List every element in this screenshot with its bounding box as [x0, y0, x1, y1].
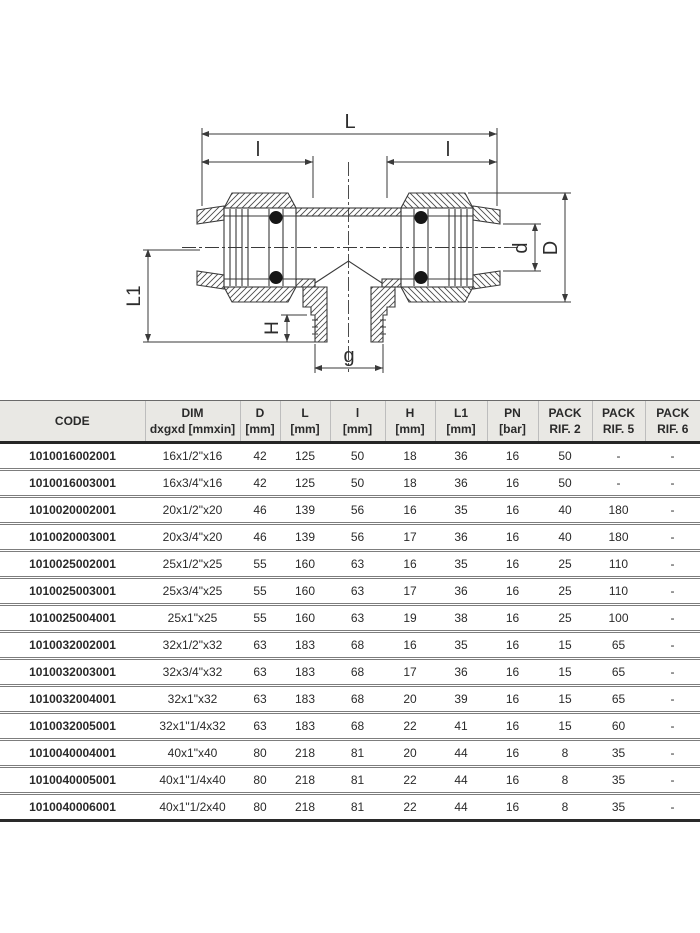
cell-code: 1010020003001	[0, 524, 145, 551]
label-D: D	[540, 240, 562, 256]
dimensions-table-area	[0, 400, 700, 822]
cell-l1: 36	[435, 659, 487, 686]
cell-code: 1010032003001	[0, 659, 145, 686]
cell-pack-rif2: 40	[538, 524, 592, 551]
dimension-lines	[143, 128, 571, 373]
cell-dim: 40x1"1/2x40	[145, 794, 240, 821]
cell-pack-rif6: -	[645, 713, 700, 740]
column-header-line2: [mm]	[342, 421, 373, 436]
cell-dim: 32x1/2"x32	[145, 632, 240, 659]
cell-h: 22	[385, 794, 435, 821]
cell-pack-rif2: 15	[538, 713, 592, 740]
label-l-right: l	[445, 139, 451, 161]
cell-pn: 16	[487, 767, 538, 794]
dimensions-table	[0, 400, 700, 822]
cell-pack-rif5: -	[592, 470, 645, 497]
o-ring	[270, 211, 283, 224]
cell-h: 16	[385, 632, 435, 659]
column-header-line1: D	[255, 406, 265, 420]
cell-dim: 20x3/4"x20	[145, 524, 240, 551]
column-header-line2: [bar]	[499, 421, 526, 436]
column-header-pack-rif2	[538, 401, 592, 443]
table-row	[0, 443, 700, 470]
cell-pack-rif5: 35	[592, 740, 645, 767]
cell-l-small: 63	[330, 605, 385, 632]
cell-dim: 32x3/4"x32	[145, 659, 240, 686]
cell-pack-rif6: -	[645, 767, 700, 794]
cell-h: 22	[385, 767, 435, 794]
cell-h: 18	[385, 443, 435, 470]
cell-pn: 16	[487, 713, 538, 740]
cell-pn: 16	[487, 524, 538, 551]
cell-dim: 40x1"x40	[145, 740, 240, 767]
cell-h: 16	[385, 551, 435, 578]
cell-pack-rif2: 25	[538, 578, 592, 605]
cell-l1: 35	[435, 632, 487, 659]
cell-code: 1010032005001	[0, 713, 145, 740]
cell-l: 218	[280, 740, 330, 767]
column-header-line1: PN	[504, 406, 521, 420]
cell-pack-rif6: -	[645, 551, 700, 578]
column-header-h	[385, 401, 435, 443]
cell-pack-rif6: -	[645, 794, 700, 821]
cell-l1: 39	[435, 686, 487, 713]
cell-code: 1010040004001	[0, 740, 145, 767]
column-header-l	[280, 401, 330, 443]
cell-pack-rif5: 35	[592, 794, 645, 821]
cell-pack-rif6: -	[645, 497, 700, 524]
cell-dim: 16x3/4"x16	[145, 470, 240, 497]
cell-pack-rif5: 180	[592, 497, 645, 524]
cell-code: 1010016003001	[0, 470, 145, 497]
column-header-line2: RIF. 6	[657, 421, 689, 436]
table-row	[0, 713, 700, 740]
table-row	[0, 524, 700, 551]
cell-d: 55	[240, 578, 280, 605]
cell-pack-rif2: 15	[538, 686, 592, 713]
column-header-line2: RIF. 5	[602, 421, 635, 436]
cell-dim: 32x1"x32	[145, 686, 240, 713]
column-header-line2: [mm]	[446, 421, 476, 436]
cell-l1: 44	[435, 767, 487, 794]
cell-l: 160	[280, 551, 330, 578]
table-row	[0, 497, 700, 524]
o-ring	[270, 271, 283, 284]
cell-h: 16	[385, 497, 435, 524]
cell-pack-rif2: 40	[538, 497, 592, 524]
cell-pn: 16	[487, 632, 538, 659]
column-header-line1: PACK	[656, 406, 690, 420]
cell-h: 20	[385, 740, 435, 767]
cell-l-small: 56	[330, 524, 385, 551]
tee-fitting-section-drawing	[0, 0, 700, 400]
cell-l: 139	[280, 497, 330, 524]
cell-pack-rif2: 8	[538, 767, 592, 794]
cell-l-small: 50	[330, 470, 385, 497]
label-g: g	[343, 345, 355, 367]
cell-l-small: 81	[330, 767, 385, 794]
cell-d: 46	[240, 524, 280, 551]
column-header-l-small	[330, 401, 385, 443]
column-header-line2: [mm]	[290, 421, 320, 436]
cell-pack-rif6: -	[645, 740, 700, 767]
cell-pn: 16	[487, 794, 538, 821]
cell-l1: 44	[435, 794, 487, 821]
cell-pack-rif2: 15	[538, 632, 592, 659]
cell-l-small: 81	[330, 740, 385, 767]
cell-code: 1010032002001	[0, 632, 145, 659]
cell-dim: 25x1/2"x25	[145, 551, 240, 578]
cell-d: 42	[240, 443, 280, 470]
column-header-dim	[145, 401, 240, 443]
cell-dim: 25x1"x25	[145, 605, 240, 632]
column-header-pack-rif6	[645, 401, 700, 443]
cell-code: 1010025004001	[0, 605, 145, 632]
cell-dim: 25x3/4"x25	[145, 578, 240, 605]
cell-pack-rif2: 15	[538, 659, 592, 686]
column-header-d	[240, 401, 280, 443]
cell-pn: 16	[487, 659, 538, 686]
column-header-l1	[435, 401, 487, 443]
cell-l-small: 63	[330, 551, 385, 578]
cell-l: 160	[280, 605, 330, 632]
cell-pack-rif2: 25	[538, 551, 592, 578]
cell-l: 125	[280, 443, 330, 470]
cell-h: 18	[385, 470, 435, 497]
column-header-line2: RIF. 2	[549, 421, 581, 436]
cell-pn: 16	[487, 578, 538, 605]
cell-dim: 16x1/2"x16	[145, 443, 240, 470]
cell-l-small: 68	[330, 659, 385, 686]
table-row	[0, 740, 700, 767]
cell-l: 139	[280, 524, 330, 551]
cell-l1: 38	[435, 605, 487, 632]
cell-pack-rif5: 60	[592, 713, 645, 740]
cell-code: 1010040006001	[0, 794, 145, 821]
table-row	[0, 794, 700, 821]
cell-pn: 16	[487, 605, 538, 632]
column-header-line2: [mm]	[245, 421, 275, 436]
cell-dim: 40x1"1/4x40	[145, 767, 240, 794]
cell-pack-rif6: -	[645, 659, 700, 686]
branch-outlet	[303, 261, 395, 342]
cell-code: 1010025003001	[0, 578, 145, 605]
cell-l1: 36	[435, 524, 487, 551]
cell-h: 22	[385, 713, 435, 740]
technical-drawing-area	[0, 0, 700, 400]
label-L1: L1	[124, 285, 145, 307]
cell-l: 125	[280, 470, 330, 497]
cell-l1: 36	[435, 578, 487, 605]
cell-h: 17	[385, 578, 435, 605]
cell-pn: 16	[487, 497, 538, 524]
cell-l-small: 68	[330, 713, 385, 740]
cell-h: 20	[385, 686, 435, 713]
cell-pack-rif6: -	[645, 443, 700, 470]
column-header-pn	[487, 401, 538, 443]
column-header-line1: PACK	[548, 406, 582, 420]
cell-l: 183	[280, 686, 330, 713]
cell-l: 218	[280, 794, 330, 821]
column-header-pack-rif5	[592, 401, 645, 443]
cell-pack-rif2: 8	[538, 794, 592, 821]
cell-l: 183	[280, 632, 330, 659]
cell-pack-rif5: 65	[592, 659, 645, 686]
cell-l1: 35	[435, 497, 487, 524]
cell-pack-rif6: -	[645, 632, 700, 659]
label-d: d	[510, 242, 532, 254]
table-row	[0, 686, 700, 713]
label-H: H	[262, 321, 283, 335]
cell-h: 17	[385, 524, 435, 551]
cell-d: 63	[240, 713, 280, 740]
column-header-line1: PACK	[601, 406, 636, 420]
cell-l1: 44	[435, 740, 487, 767]
table-header	[0, 401, 700, 443]
table-row	[0, 470, 700, 497]
table-row	[0, 632, 700, 659]
cell-pack-rif5: 110	[592, 578, 645, 605]
cell-l-small: 50	[330, 443, 385, 470]
cell-l-small: 68	[330, 686, 385, 713]
dimension-labels	[124, 111, 562, 367]
cell-pack-rif2: 50	[538, 443, 592, 470]
cell-dim: 20x1/2"x20	[145, 497, 240, 524]
cell-l-small: 68	[330, 632, 385, 659]
cell-d: 46	[240, 497, 280, 524]
table-row	[0, 551, 700, 578]
cell-pack-rif2: 8	[538, 740, 592, 767]
cell-pack-rif2: 25	[538, 605, 592, 632]
column-header-line1: L1	[453, 406, 468, 420]
cell-pack-rif6: -	[645, 686, 700, 713]
cell-pn: 16	[487, 443, 538, 470]
cell-pack-rif5: -	[592, 443, 645, 470]
table-row	[0, 659, 700, 686]
cell-l: 160	[280, 578, 330, 605]
cell-d: 63	[240, 686, 280, 713]
cell-code: 1010032004001	[0, 686, 145, 713]
cell-pack-rif5: 35	[592, 767, 645, 794]
table-row	[0, 578, 700, 605]
column-header-line1: DIM	[181, 406, 204, 420]
cell-pack-rif5: 100	[592, 605, 645, 632]
cell-d: 80	[240, 794, 280, 821]
o-ring	[415, 271, 428, 284]
cell-l1: 35	[435, 551, 487, 578]
column-header-line1: L	[301, 406, 309, 420]
column-header-line2: dxgxd [mmxin]	[149, 421, 236, 436]
cell-code: 1010025002001	[0, 551, 145, 578]
cell-d: 63	[240, 632, 280, 659]
cell-l: 183	[280, 713, 330, 740]
label-L: L	[344, 111, 356, 133]
column-header-code	[0, 401, 145, 443]
cell-l: 183	[280, 659, 330, 686]
cell-h: 17	[385, 659, 435, 686]
cell-l-small: 56	[330, 497, 385, 524]
cell-pack-rif5: 65	[592, 632, 645, 659]
cell-pn: 16	[487, 470, 538, 497]
cell-pack-rif2: 50	[538, 470, 592, 497]
cell-dim: 32x1"1/4x32	[145, 713, 240, 740]
cell-pack-rif6: -	[645, 578, 700, 605]
cell-code: 1010016002001	[0, 443, 145, 470]
cell-pack-rif5: 180	[592, 524, 645, 551]
cell-code: 1010040005001	[0, 767, 145, 794]
cell-l1: 36	[435, 470, 487, 497]
cell-d: 80	[240, 740, 280, 767]
cell-pack-rif6: -	[645, 605, 700, 632]
cell-d: 42	[240, 470, 280, 497]
o-ring	[415, 211, 428, 224]
cell-pack-rif6: -	[645, 524, 700, 551]
cell-code: 1010020002001	[0, 497, 145, 524]
label-l-left: l	[255, 139, 261, 161]
table-row	[0, 605, 700, 632]
cell-pn: 16	[487, 551, 538, 578]
column-header-line1: l	[355, 406, 360, 420]
cell-l-small: 63	[330, 578, 385, 605]
cell-pn: 16	[487, 740, 538, 767]
cell-pack-rif5: 65	[592, 686, 645, 713]
cell-d: 55	[240, 605, 280, 632]
column-header-line1: H	[405, 406, 415, 420]
cell-pack-rif5: 110	[592, 551, 645, 578]
column-header-line2: [mm]	[395, 421, 425, 436]
cell-l: 218	[280, 767, 330, 794]
cell-pack-rif6: -	[645, 470, 700, 497]
cell-d: 55	[240, 551, 280, 578]
column-header-line1: CODE	[54, 413, 90, 428]
cell-h: 19	[385, 605, 435, 632]
cell-l-small: 81	[330, 794, 385, 821]
cell-pn: 16	[487, 686, 538, 713]
table-row	[0, 767, 700, 794]
cell-l1: 36	[435, 443, 487, 470]
cell-l1: 41	[435, 713, 487, 740]
cell-d: 63	[240, 659, 280, 686]
cell-d: 80	[240, 767, 280, 794]
